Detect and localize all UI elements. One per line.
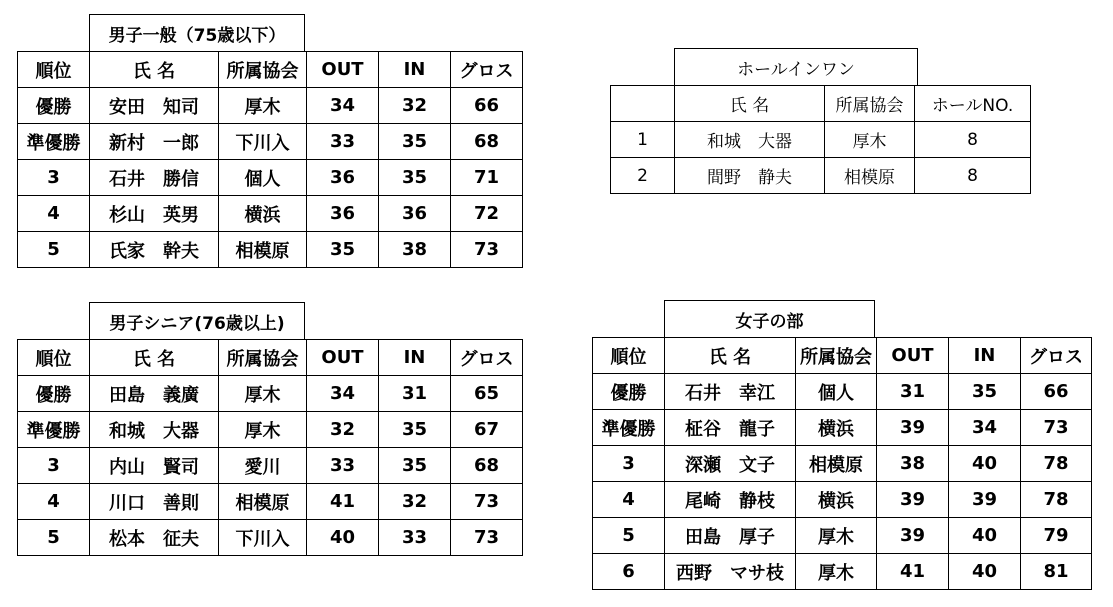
player-name: 間野 静夫 <box>675 158 825 194</box>
header-association: 所属協会 <box>219 340 307 376</box>
in-score: 35 <box>379 412 451 448</box>
gross-score: 73 <box>451 232 523 268</box>
out-score: 41 <box>877 554 949 590</box>
table-row <box>593 482 1092 518</box>
rank: 優勝 <box>18 376 90 412</box>
header-gross: グロス <box>1021 338 1092 374</box>
rank: 6 <box>593 554 665 590</box>
table-row <box>18 484 523 520</box>
men-general-title: 男子一般（75歳以下） <box>89 14 305 51</box>
header-rank: 順位 <box>18 340 90 376</box>
player-name: 安田 知司 <box>90 88 219 124</box>
rank: 準優勝 <box>18 412 90 448</box>
header-row <box>18 340 523 376</box>
table-row <box>18 376 523 412</box>
men-general-table <box>17 51 523 268</box>
association: 厚木 <box>796 518 877 554</box>
association: 相模原 <box>219 484 307 520</box>
in-score: 34 <box>949 410 1021 446</box>
header-in: IN <box>949 338 1021 374</box>
women-title: 女子の部 <box>664 300 875 337</box>
player-name: 西野 マサ枝 <box>665 554 796 590</box>
gross-score: 67 <box>451 412 523 448</box>
header-in: IN <box>379 340 451 376</box>
association: 横浜 <box>796 482 877 518</box>
association: 厚木 <box>219 88 307 124</box>
table-row <box>593 554 1092 590</box>
in-score: 35 <box>949 374 1021 410</box>
out-score: 39 <box>877 482 949 518</box>
gross-score: 73 <box>1021 410 1092 446</box>
table-row <box>593 446 1092 482</box>
header-association: 所属協会 <box>219 52 307 88</box>
table-row <box>18 448 523 484</box>
out-score: 33 <box>307 124 379 160</box>
gross-score: 66 <box>1021 374 1092 410</box>
in-score: 31 <box>379 376 451 412</box>
gross-score: 68 <box>451 124 523 160</box>
rank: 5 <box>18 520 90 556</box>
rank: 準優勝 <box>593 410 665 446</box>
out-score: 41 <box>307 484 379 520</box>
player-name: 和城 大器 <box>675 122 825 158</box>
gross-score: 73 <box>451 520 523 556</box>
out-score: 34 <box>307 88 379 124</box>
table-row <box>18 520 523 556</box>
in-score: 32 <box>379 88 451 124</box>
out-score: 32 <box>307 412 379 448</box>
table-row <box>593 374 1092 410</box>
header-name: 氏 名 <box>90 52 219 88</box>
gross-score: 81 <box>1021 554 1092 590</box>
association: 相模原 <box>219 232 307 268</box>
table-row <box>18 88 523 124</box>
association: 横浜 <box>219 196 307 232</box>
hole-in-one-title: ホールインワン <box>674 48 918 85</box>
player-name: 田島 厚子 <box>665 518 796 554</box>
header-number <box>611 86 675 122</box>
association: 下川入 <box>219 124 307 160</box>
header-name: 氏 名 <box>675 86 825 122</box>
rank: 4 <box>593 482 665 518</box>
men-senior-table <box>17 339 523 556</box>
rank: 準優勝 <box>18 124 90 160</box>
player-name: 内山 賢司 <box>90 448 219 484</box>
header-name: 氏 名 <box>665 338 796 374</box>
out-score: 31 <box>877 374 949 410</box>
rank: 4 <box>18 196 90 232</box>
gross-score: 72 <box>451 196 523 232</box>
gross-score: 78 <box>1021 446 1092 482</box>
player-name: 氏家 幹夫 <box>90 232 219 268</box>
association: 厚木 <box>796 554 877 590</box>
rank: 3 <box>18 160 90 196</box>
in-score: 33 <box>379 520 451 556</box>
header-hole-no: ホールNO. <box>915 86 1031 122</box>
rank: 優勝 <box>18 88 90 124</box>
player-name: 石井 幸江 <box>665 374 796 410</box>
table-row <box>18 412 523 448</box>
out-score: 35 <box>307 232 379 268</box>
header-gross: グロス <box>451 52 523 88</box>
association: 厚木 <box>219 376 307 412</box>
header-out: OUT <box>307 340 379 376</box>
out-score: 39 <box>877 410 949 446</box>
gross-score: 68 <box>451 448 523 484</box>
out-score: 34 <box>307 376 379 412</box>
header-association: 所属協会 <box>796 338 877 374</box>
table-row <box>18 124 523 160</box>
in-score: 32 <box>379 484 451 520</box>
player-name: 和城 大器 <box>90 412 219 448</box>
hole-number: 8 <box>915 122 1031 158</box>
player-name: 杉山 英男 <box>90 196 219 232</box>
player-name: 深瀬 文子 <box>665 446 796 482</box>
table-row <box>18 232 523 268</box>
gross-score: 73 <box>451 484 523 520</box>
entry-number: 2 <box>611 158 675 194</box>
in-score: 35 <box>379 124 451 160</box>
player-name: 尾崎 静枝 <box>665 482 796 518</box>
gross-score: 79 <box>1021 518 1092 554</box>
table-row <box>593 518 1092 554</box>
association: 厚木 <box>825 122 915 158</box>
table-row <box>18 196 523 232</box>
header-rank: 順位 <box>18 52 90 88</box>
rank: 3 <box>18 448 90 484</box>
header-out: OUT <box>307 52 379 88</box>
men-senior-title: 男子シニア(76歳以上) <box>89 302 305 339</box>
player-name: 柾谷 龍子 <box>665 410 796 446</box>
player-name: 松本 征夫 <box>90 520 219 556</box>
in-score: 39 <box>949 482 1021 518</box>
table-row <box>593 410 1092 446</box>
header-name: 氏 名 <box>90 340 219 376</box>
player-name: 石井 勝信 <box>90 160 219 196</box>
out-score: 33 <box>307 448 379 484</box>
gross-score: 78 <box>1021 482 1092 518</box>
header-rank: 順位 <box>593 338 665 374</box>
association: 下川入 <box>219 520 307 556</box>
in-score: 40 <box>949 518 1021 554</box>
rank: 4 <box>18 484 90 520</box>
in-score: 35 <box>379 448 451 484</box>
header-in: IN <box>379 52 451 88</box>
entry-number: 1 <box>611 122 675 158</box>
association: 相模原 <box>825 158 915 194</box>
out-score: 40 <box>307 520 379 556</box>
in-score: 40 <box>949 446 1021 482</box>
in-score: 38 <box>379 232 451 268</box>
association: 個人 <box>796 374 877 410</box>
out-score: 38 <box>877 446 949 482</box>
table-row <box>611 122 1031 158</box>
hole-in-one-table <box>610 85 1031 194</box>
hole-number: 8 <box>915 158 1031 194</box>
out-score: 36 <box>307 196 379 232</box>
women-table <box>592 337 1092 590</box>
in-score: 36 <box>379 196 451 232</box>
out-score: 36 <box>307 160 379 196</box>
player-name: 田島 義廣 <box>90 376 219 412</box>
player-name: 川口 善則 <box>90 484 219 520</box>
in-score: 35 <box>379 160 451 196</box>
gross-score: 65 <box>451 376 523 412</box>
header-out: OUT <box>877 338 949 374</box>
association: 横浜 <box>796 410 877 446</box>
header-gross: グロス <box>451 340 523 376</box>
rank: 優勝 <box>593 374 665 410</box>
association: 個人 <box>219 160 307 196</box>
header-row <box>18 52 523 88</box>
association: 愛川 <box>219 448 307 484</box>
table-row <box>18 160 523 196</box>
rank: 5 <box>18 232 90 268</box>
header-association: 所属協会 <box>825 86 915 122</box>
header-row <box>593 338 1092 374</box>
out-score: 39 <box>877 518 949 554</box>
rank: 5 <box>593 518 665 554</box>
gross-score: 66 <box>451 88 523 124</box>
gross-score: 71 <box>451 160 523 196</box>
table-row <box>611 158 1031 194</box>
association: 相模原 <box>796 446 877 482</box>
player-name: 新村 一郎 <box>90 124 219 160</box>
header-row <box>611 86 1031 122</box>
in-score: 40 <box>949 554 1021 590</box>
association: 厚木 <box>219 412 307 448</box>
rank: 3 <box>593 446 665 482</box>
